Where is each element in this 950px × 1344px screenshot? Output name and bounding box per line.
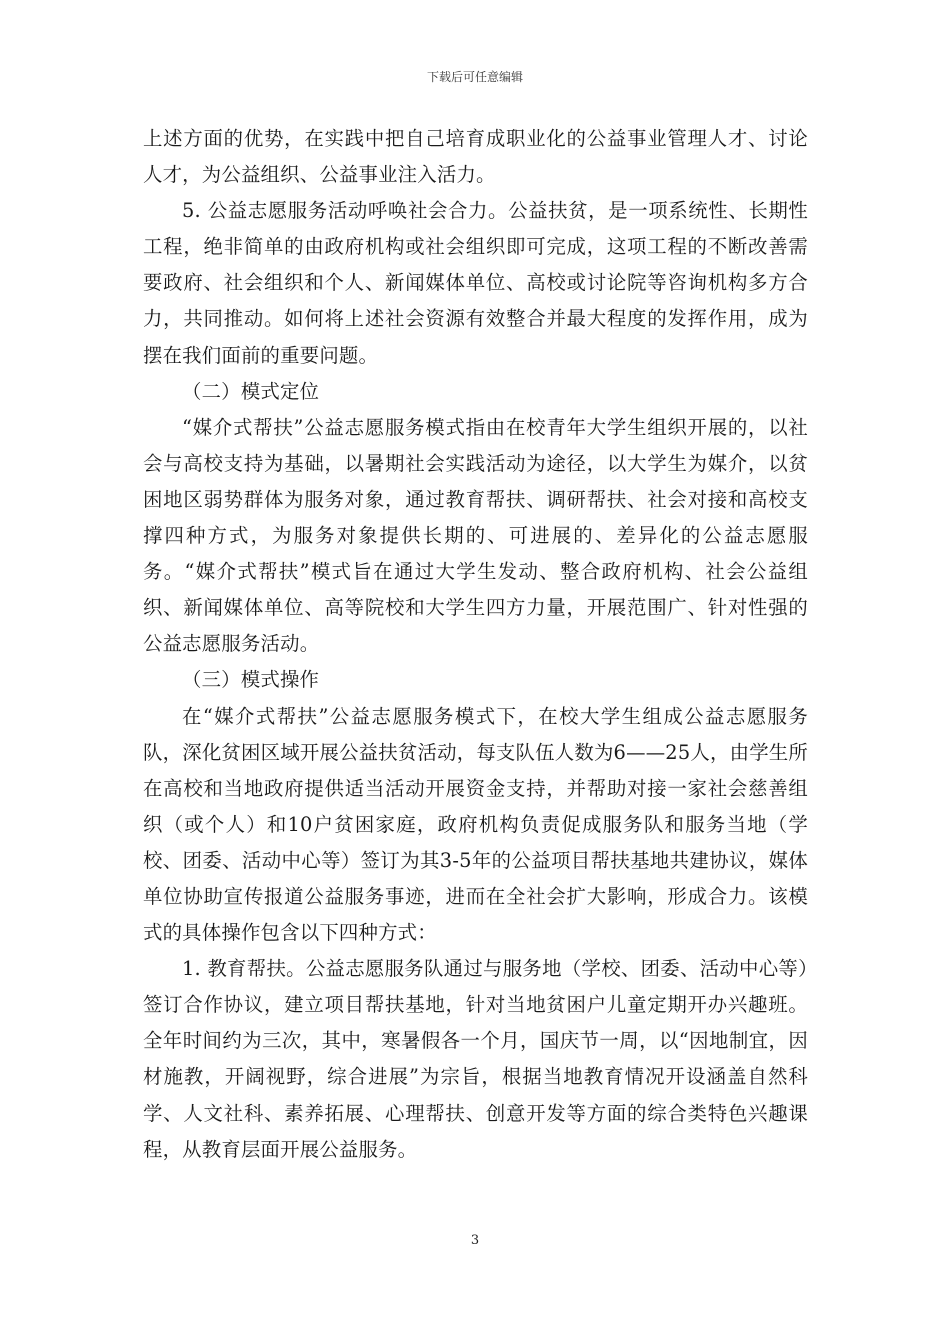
paragraph-education-support: 1. 教育帮扶。公益志愿服务队通过与服务地（学校、团委、活动中心等）签订合作协议，建立项目帮扶基地，针对当地贫困户儿童定期开办兴趣班。全年时间约为三次，其中，寒暑假各一个月，国庆节一周，以“因地制宜，因材施教，开阔视野，综合进展”为宗旨，根据当地教育情况开设涵盖自然科学、人文社科、素养拓展、心理帮扶、创意开发等方面的综合类特色兴趣课程，从教育层面开展公益服务。 xyxy=(143,957,808,1161)
section-heading-model-operation: （三）模式操作 xyxy=(182,668,320,692)
page-header: 下载后可任意编辑 xyxy=(426,70,523,84)
document-body xyxy=(143,121,808,1168)
paragraph-operation-description: 在“媒介式帮扶”公益志愿服务模式下，在校大学生组成公益志愿服务队，深化贫困区域开展公益扶贫活动，每支队伍人数为6——25人，由学生所在高校和当地政府提供适当活动开展资金支持，并帮助对接一家社会慈善组织（或个人）和10户贫困家庭，政府机构负责促成服务队和服务当地（学校、团委、活动中心等）签订为其3-5年的公益项目帮扶基地共建协议，媒体单位协助宣传报道公益服务事迹，进而在全社会扩大影响，形成合力。该模式的具体操作包含以下四种方式： xyxy=(143,704,808,945)
paragraph-model-definition: “媒介式帮扶”公益志愿服务模式指由在校青年大学生组织开展的，以社会与高校支持为基础，以暑期社会实践活动为途径，以大学生为媒介，以贫困地区弱势群体为服务对象，通过教育帮扶、调研帮扶、社会对接和高校支撑四种方式，为服务对象提供长期的、可进展的、差异化的公益志愿服务。“媒介式帮扶”模式旨在通过大学生发动、整合政府机构、社会公益组织、新闻媒体单位、高等院校和大学生四方力量，开展范围广、针对性强的公益志愿服务活动。 xyxy=(143,415,808,656)
section-heading-model-positioning: （二）模式定位 xyxy=(182,379,320,403)
page-number: 3 xyxy=(470,1233,480,1248)
paragraph-intro-continued: 上述方面的优势，在实践中把自己培育成职业化的公益事业管理人才、讨论人才，为公益组织、公益事业注入活力。 xyxy=(143,127,808,187)
paragraph-point-5: 5. 公益志愿服务活动呼唤社会合力。公益扶贫，是一项系统性、长期性工程，绝非简单的由政府机构或社会组织即可完成，这项工程的不断改善需要政府、社会组织和个人、新闻媒体单位、高校或讨论院等咨询机构多方合力，共同推动。如何将上述社会资源有效整合并最大程度的发挥作用，成为摆在我们面前的重要问题。 xyxy=(143,199,808,367)
